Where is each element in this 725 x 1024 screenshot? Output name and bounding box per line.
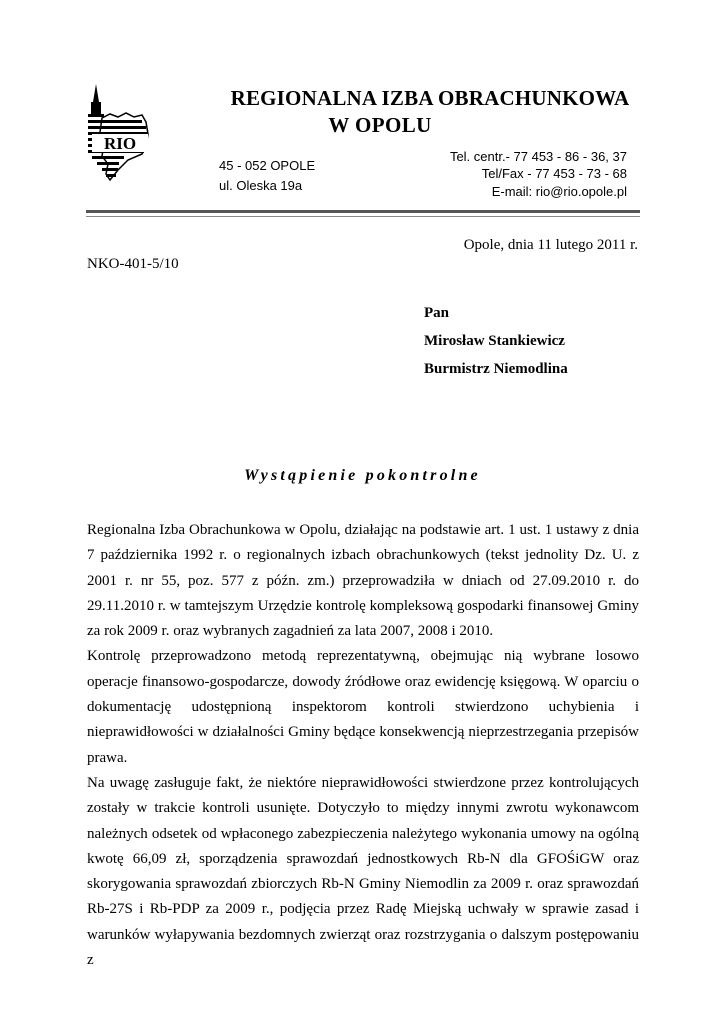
phone-central: Tel. centr.- 77 453 - 86 - 36, 37 [449, 149, 627, 164]
address-street: ul. Oleska 19a [219, 178, 303, 193]
header-divider-thin [86, 216, 640, 217]
letter-date: Opole, dnia 11 lutego 2011 r. [463, 237, 638, 253]
institution-city: W OPOLU [328, 113, 432, 137]
address-postal: 45 - 052 OPOLE [219, 158, 316, 173]
body-paragraph: Kontrolę przeprowadzono metodą reprezentatywną, obejmując nią wybrane losowo operacje finansowo-gospodarcze, dowody źródłowe oraz ewidencję księgową. W oparciu o dokumentację udostępnioną inspektorom kontroli stwierdzono uchybienia i nieprawidłowości w działalności Gminy będące konsekwencją nieprzestrzegania przepisów prawa. [87, 648, 639, 766]
body-paragraph: Na uwagę zasługuje fakt, że niektóre nieprawidłowości stwierdzone przez kontrolujących zostały w trakcie kontroli usunięte. Dotyczyło to między innymi zwrotu wykonawcom należnych odsetek od wpłaconego zabezpieczenia należytego wykonania umowy na ogólną kwotę 66,09 zł, sporządzenia sprawozdań jednostkowych Rb-N dla GFOŚiGW oraz skorygowania sprawozdań zbiorczych Rb-N Gminy Niemodlin za 2009 r. oraz sprawozdań Rb-27S i Rb-PDP za 2009 r., podjęcia przez Radę Miejską uchwały w sprawie zasad i warunków wyłapywania bezdomnych zwierząt oraz rozstrzygania o dalszym postępowaniu z [87, 774, 639, 969]
recipient-salutation: Pan [424, 305, 450, 321]
phone-fax: Tel/Fax - 77 453 - 73 - 68 [481, 166, 627, 181]
document-body [87, 518, 639, 973]
recipient-name: Mirosław Stankiewicz [424, 333, 565, 349]
institution-name: REGIONALNA IZBA OBRACHUNKOWA [230, 86, 630, 110]
header-divider [86, 210, 640, 213]
reference-number: NKO-401-5/10 [87, 256, 179, 272]
recipient-title: Burmistrz Niemodlina [424, 361, 568, 377]
body-paragraph: Regionalna Izba Obrachunkowa w Opolu, działając na podstawie art. 1 ust. 1 ustawy z dnia 7 października 1992 r. o regionalnych izbach obrachunkowych (tekst jednolity Dz. U. z 2001 r. nr 55, poz. 577 z późn. zm.) przeprowadziła w dniach od 27.09.2010 r. do 29.11.2010 r. w tamtejszym Urzędzie kontrolę kompleksową gospodarki finansowej Gminy za rok 2009 r. oraz wybranych zagadnień za lata 2007, 2008 i 2010. [87, 522, 639, 640]
email-address: E-mail: rio@rio.opole.pl [491, 184, 627, 199]
rio-logo [84, 84, 150, 184]
logo-text: RIO [103, 134, 137, 153]
document-title: Wystąpienie pokontrolne [244, 467, 481, 484]
